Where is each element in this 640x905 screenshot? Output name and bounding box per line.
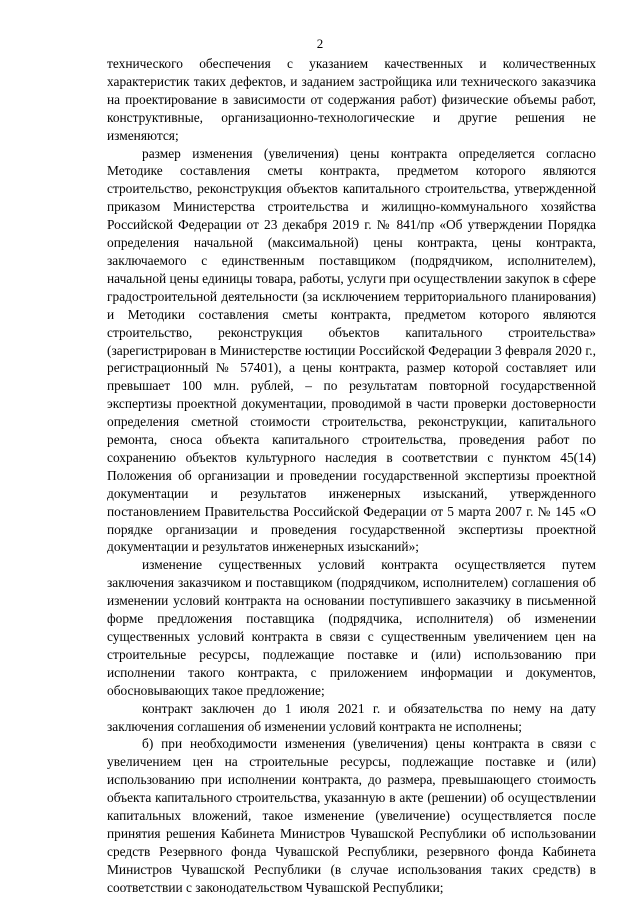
paragraph-contract-date: контракт заключен до 1 июля 2021 г. и обязательства по нему на дату заключения соглашения об изменении условий контракта не исполнены; [107, 700, 596, 734]
document-body [107, 55, 596, 897]
paragraph-contract-terms-change: изменение существенных условий контракта осуществляется путем заключения заказчиком и поставщиком (подрядчиком, исполнителем) соглашения об изменении условий контракта на основании поступившего заказчику в письменной форме предложения поставщика (подрядчика, исполнителя) об изменении существенных условий контракта в связи с существенным увеличением цен на строительные ресурсы, подлежащие поставке и (или) использованию при исполнении такого контракта, с приложением информации и документов, обосновывающих такое предложение; [107, 557, 596, 698]
page-number: 2 [316, 36, 324, 51]
paragraph-continuation: технического обеспечения с указанием качественных и количественных характеристик таких дефектов, и заданием застройщика или технического заказчика на проектирование в зависимости от содержания работ) физические объемы работ, конструктивные, организационно-технологические и другие решения не изменяются; [107, 56, 596, 143]
paragraph-item-b: б) при необходимости изменения (увеличения) цены контракта в связи с увеличением цен на строительные ресурсы, подлежащие поставке и (или) использованию при исполнении контракта, до размера, превышающего стоимость объекта капитального строительства, указанную в акте (решении) об осуществлении капитальных вложений, такое изменение (увеличение) осуществляется после принятия решения Кабинета Министров Чувашской Республики об использовании средств Резервного фонда Чувашской Республики, резервного фонда Кабинета Министров Чувашской Республики (в случае использования таких средств) в соответствии с законодательством Чувашской Республики; [107, 736, 596, 895]
paragraph-price-change-size: размер изменения (увеличения) цены контракта определяется согласно Методике составления сметы контракта, предметом которого являются строительство, реконструкция объектов капитального строительства, утвержденной приказом Министерства строительства и жилищно-коммунального хозяйства Российской Федерации от 23 декабря 2019 г. № 841/пр «Об утверждении Порядка определения начальной (максимальной) цены контракта, цены контракта, заключаемого с единственным поставщиком (подрядчиком, исполнителем), начальной цены единицы товара, работы, услуги при осуществлении закупок в сфере градостроительной деятельности (за исключением территориального планирования) и Методики составления сметы контракта, предметом которого являются строительство, реконструкция объектов капитального строительства» (зарегистрирован в Министерстве юстиции Российской Федерации 3 февраля 2020 г., регистрационный № 57401), а цены контракта, размер которой составляет или превышает 100 млн. рублей, – по результатам повторной государственной экспертизы проектной документации, проводимой в части проверки достоверности определения сметной стоимости строительства, реконструкции, капитального ремонта, сноса объекта капитального строительства, проведения работ по сохранению объектов культурного наследия в соответствии с пунктом 45(14) Положения об организации и проведении государственной экспертизы проектной документации и результатов инженерных изысканий, утвержденного постановлением Правительства Российской Федерации от 5 марта 2007 г. № 145 «О порядке организации и проведения государственной экспертизы проектной документации и результатов инженерных изысканий»; [107, 145, 596, 555]
